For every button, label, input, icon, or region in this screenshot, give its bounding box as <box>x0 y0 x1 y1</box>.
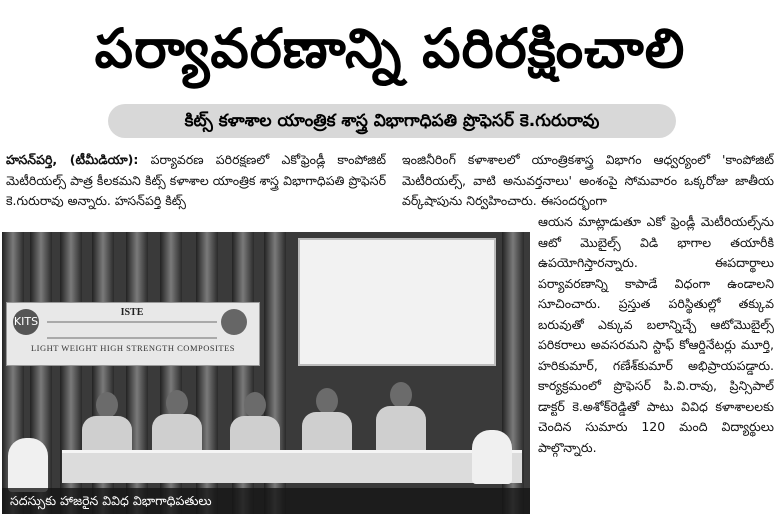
headline: పర్యావరణాన్ని పరిరక్షించాలి <box>94 17 686 80</box>
article-column-right-bottom <box>538 212 774 512</box>
article-text-right-bottom: ఆయన మాట్లాడుతూ ఎకో ఫ్రెండ్లీ మెటీరియల్స్‌ను ఆటో మొబైల్స్ విడి భాగాల తయారీకి ఉపయోగిస్తారన్నారు. ఈపదార్థాలు పర్యావరణాన్ని కాపాడే విధంగా ఉండాలని సూచించారు. ప్రస్తుత పరిస్థితుల్లో తక్కువ బరువుతో ఎక్కువ బలాన్నిచ్చే ఆటోమొబైల్స్ పరికరాలు అవసరమని స్టాఫ్ కోఆర్డినేటర్లు మూర్తి, హరికుమార్, గణేశ్‌కుమార్ అభిప్రాయపడ్డారు. కార్యక్రమంలో ప్రొఫెసర్ పి.వి.రావు, ప్రిన్సిపాల్ డాక్టర్ కె.అశోక్‌రెడ్డితో పాటు వివిధ కళాశాలలకు చెందిన సుమారు 120 మంది విద్యార్థులు పాల్గొన్నారు. <box>538 214 774 455</box>
event-banner <box>6 302 260 366</box>
projector-screen <box>298 238 496 366</box>
subheadline: కిట్స్ కళాశాల యాంత్రిక శాస్త్ర విభాగాధిపతి ప్రొఫెసర్ కె.గురురావు <box>108 104 676 138</box>
chair <box>472 430 512 484</box>
emblem-icon <box>221 309 247 335</box>
article-text-left: పర్యావరణ పరిరక్షణలో ఎకోఫ్రెండ్లీ కాంపోజిట్ మెటీరియల్స్ పాత్ర కీలకమని కిట్స్ కళాశాల యాంత్రిక శాస్త్ర విభాగాధిపతి ప్రొఫెసర్ కె.గురురావు అన్నారు. హసన్‌పర్తి కిట్స్ <box>6 152 386 208</box>
dais-table <box>62 450 522 483</box>
article-text-right-top: ఇంజినీరింగ్ కళాశాలలో యాంత్రికశాస్త్ర విభాగం ఆధ్వర్యంలో 'కాంపోజిట్ మెటీరియల్స్, వాటి అనువర్తనాలు' అంశంపై సోమవారం ఒక్కరోజు జాతీయ వర్క్‌షాపును నిర్వహించారు. ఈసందర్భంగా <box>402 152 774 208</box>
banner-subtitle: LIGHT WEIGHT HIGH STRENGTH COMPOSITES <box>30 343 236 353</box>
logo-icon: KITS <box>13 309 39 335</box>
banner-decoration <box>47 321 217 339</box>
banner-title: ISTE <box>120 307 144 318</box>
chair <box>8 438 48 492</box>
dateline: హసన్‌పర్తి, (టీమీడియా): <box>6 152 139 167</box>
photo-caption: సదస్సుకు హాజరైన వివిధ విభాగాధిపతులు <box>2 488 530 514</box>
article-column-right-top <box>402 150 774 212</box>
article-column-left <box>6 150 386 230</box>
event-photo <box>2 232 530 514</box>
